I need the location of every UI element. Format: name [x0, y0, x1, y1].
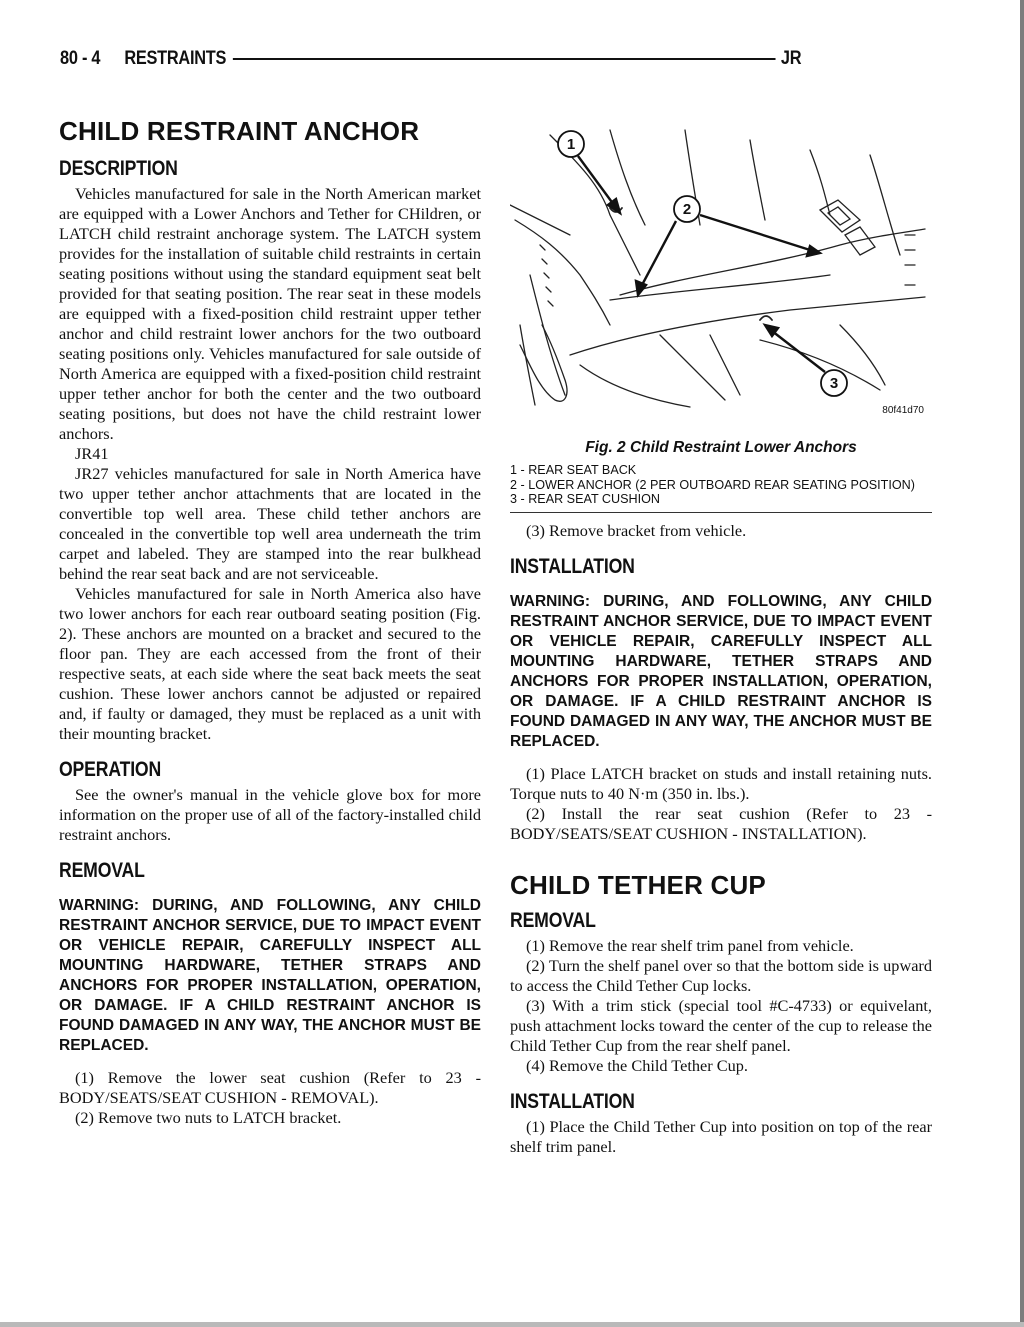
figure-id: 80f41d70 — [882, 405, 924, 416]
legend-item: 1 - REAR SEAT BACK — [510, 463, 637, 477]
installation-heading: INSTALLATION — [510, 1089, 635, 1113]
figure-caption: Fig. 2 Child Restraint Lower Anchors — [585, 439, 857, 456]
installation-step: (1) Place the Child Tether Cup into position on top of the rear shelf trim panel. — [510, 1116, 932, 1156]
right-column — [510, 125, 932, 1157]
removal-step: (3) With a trim stick (special tool #C-4733) or equivelant, push attachment locks toward the center of the cup to release the Child Tether Cup from the rear shelf panel. — [510, 995, 932, 1055]
operation-paragraph: See the owner's manual in the vehicle glove box for more information on the proper use of all of the factory-installed child restraint anchors. — [59, 785, 481, 844]
description-heading: DESCRIPTION — [59, 157, 178, 180]
description-paragraph: Vehicles manufactured for sale in North America also have two lower anchors for each rear outboard seating position (Fig. 2). These anchors are mounted on a bracket and secured to the floor pan. They are each accessed from the front of their respective seats, at each side where the seat back meets the seat cushion. These lower anchors cannot be adjusted or repaired and, if faulty or damaged, they must be replaced as a unit with their mounting bracket. — [59, 584, 481, 743]
page-header — [60, 45, 810, 73]
removal-step: (2) Turn the shelf panel over so that the bottom side is upward to access the Child Tether Cup locks. — [510, 955, 932, 995]
description-paragraph: Vehicles manufactured for sale in the North American market are equipped with a Lower Anchors and Tether for CHildren, or LATCH child restraint anchorage system. The LATCH system provides for the installation of suitable child restraints in certain seating positions without using the standard equipment seat belt provided for that seating position. The rear seat in these models are equipped with a fixed-position child restraint upper tether anchor and child restraint lower anchors for the two outboard seating positions only. Vehicles manufactured for sale outside of North America are equipped with a fixed-position child restraint upper tether anchor for both the center and the two outboard seating positions, but does not have the child restraint lower anchors. — [59, 184, 481, 443]
page-number: 80 - 4 — [60, 48, 101, 69]
legend-item: 2 - LOWER ANCHOR (2 PER OUTBOARD REAR SEATING POSITION) — [510, 477, 915, 492]
section-title: CHILD RESTRAINT ANCHOR — [59, 116, 420, 146]
callout-label: 3 — [829, 375, 839, 392]
model-code: JR — [780, 48, 802, 69]
legend-item: 3 - REAR SEAT CUSHION — [510, 492, 660, 506]
removal-step: (1) Remove the lower seat cushion (Refer to 23 - BODY/SEATS/SEAT CUSHION - REMOVAL). — [59, 1068, 481, 1107]
left-column — [59, 110, 481, 1128]
removal-step: (1) Remove the rear shelf trim panel from vehicle. — [526, 935, 854, 955]
section-name: RESTRAINTS — [124, 48, 227, 69]
installation-step: (2) Install the rear seat cushion (Refer to 23 - BODY/SEATS/SEAT CUSHION - INSTALLATION). — [510, 803, 932, 843]
removal-heading: REMOVAL — [510, 908, 596, 932]
warning-text: WARNING: DURING, AND FOLLOWING, ANY CHILD RESTRAINT ANCHOR SERVICE, DUE TO IMPACT EVENT OR VEHICLE REPAIR, CAREFULLY INSPECT ALL MOUNTING HARDWARE, TETHER STRAPS AND ANCHORS FOR PROPER INSTALLATION, OPERATION, OR DAMAGE. IF A CHILD RESTRAINT ANCHOR IS FOUND DAMAGED IN ANY WAY, THE ANCHOR MUST BE REPLACED. — [59, 897, 481, 1054]
section-title: CHILD TETHER CUP — [510, 869, 766, 900]
callout-label: 1 — [566, 136, 576, 153]
description-paragraph: JR41 — [75, 444, 109, 463]
seat-illustration — [510, 125, 932, 430]
removal-step: (3) Remove bracket from vehicle. — [526, 520, 747, 540]
description-paragraph: JR27 vehicles manufactured for sale in North America have two upper tether anchor attachments that are located in the convertible top well area. These child tether anchors are concealed in the convertible top well area underneath the trim carpet and labeled. They are stamped into the rear bulkhead behind the rear seat back and are not serviceable. — [59, 464, 481, 583]
callout-label: 2 — [682, 201, 692, 218]
figure-child-restraint-lower-anchors — [510, 125, 932, 430]
page-edge-bottom — [0, 1322, 1024, 1327]
removal-heading: REMOVAL — [59, 859, 145, 882]
installation-heading: INSTALLATION — [510, 554, 635, 578]
header-rule — [233, 58, 776, 60]
operation-heading: OPERATION — [59, 758, 162, 781]
figure-legend — [510, 463, 932, 507]
warning-text: WARNING: DURING, AND FOLLOWING, ANY CHILD RESTRAINT ANCHOR SERVICE, DUE TO IMPACT EVENT OR VEHICLE REPAIR, CAREFULLY INSPECT ALL MOUNTING HARDWARE, TETHER STRAPS AND ANCHORS FOR PROPER INSTALLATION, OPERATION, OR DAMAGE. IF A CHILD RESTRAINT ANCHOR IS FOUND DAMAGED IN ANY WAY, THE ANCHOR MUST BE REPLACED. — [510, 592, 932, 750]
installation-step: (1) Place LATCH bracket on studs and install retaining nuts. Torque nuts to 40 N·m (350 in. lbs.). — [510, 763, 932, 803]
removal-step: (2) Remove two nuts to LATCH bracket. — [75, 1108, 342, 1127]
page-edge-right — [1020, 0, 1024, 1327]
removal-step: (4) Remove the Child Tether Cup. — [526, 1055, 748, 1075]
legend-rule — [510, 512, 932, 513]
